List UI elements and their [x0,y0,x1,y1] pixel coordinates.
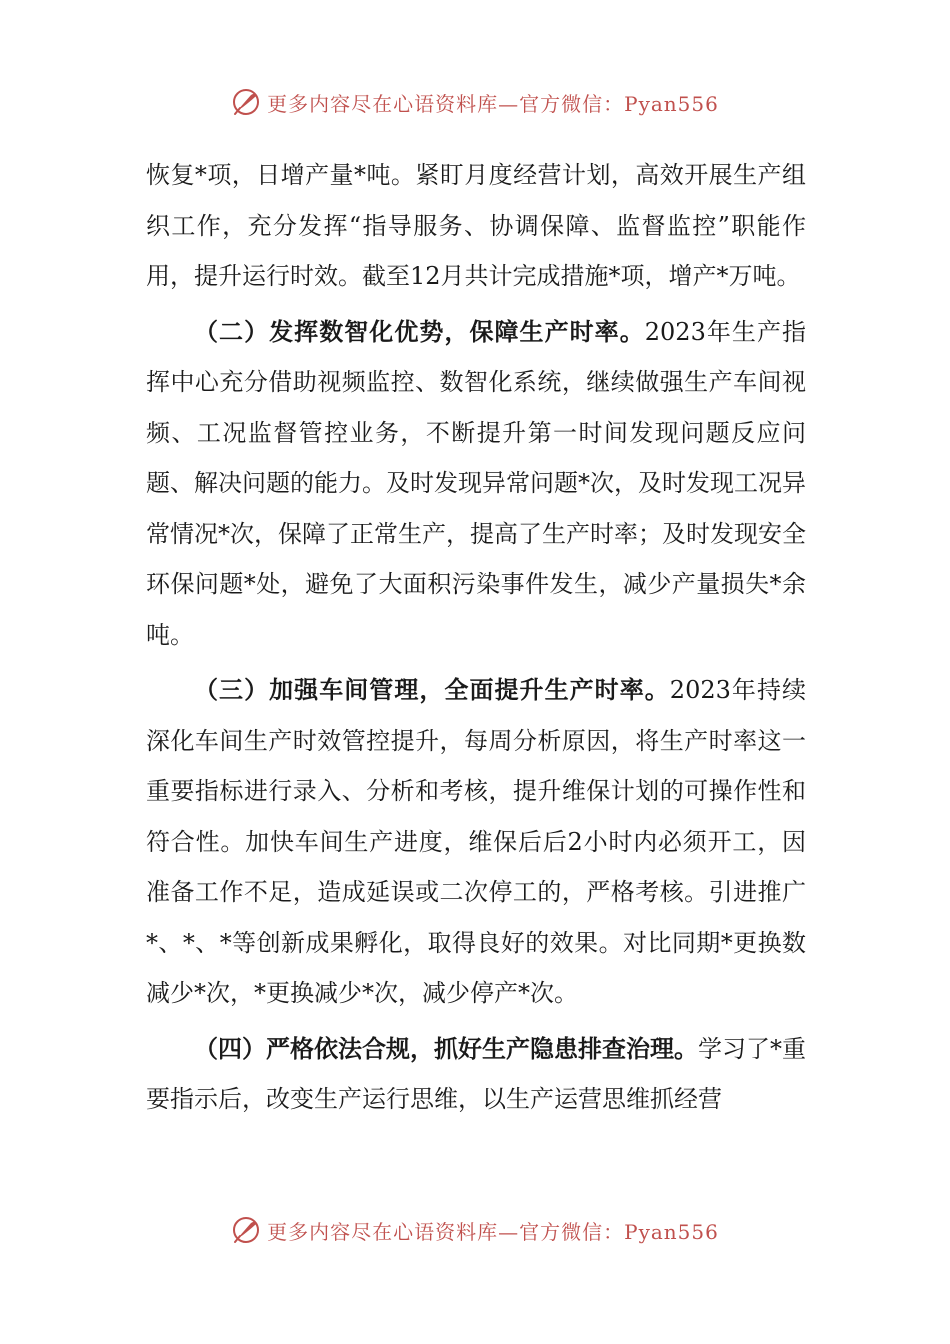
paragraph-continuation [146,150,806,302]
quill-pen-logo [231,87,261,117]
document-body [146,150,806,1125]
paragraph-section-3 [146,665,806,1019]
watermark-footer [0,1210,950,1250]
watermark-text: 更多内容尽在心语资料库—官方微信：Pyan556 [267,91,719,116]
paragraph-body: 恢复*项，日增产量*吨。紧盯月度经营计划，高效开展生产组织工作，充分发挥“指导服务、协调保障、监督监控”职能作用，提升运行时效。截至12月共计完成措施*项，增产*万吨。 [146,161,806,290]
paragraph-section-4 [146,1024,806,1125]
paragraph-body: 2023年持续深化车间生产时效管控提升，每周分析原因，将生产时率这一重要指标进行录入、分析和考核，提升维保计划的可操作性和符合性。加快车间生产进度，维保后后2小时内必须开工，因准备工作不足，造成延误或二次停工的，严格考核。引进推广*、*、*等创新成果孵化，取得良好的效果。对比同期*更换数减少*次，*更换减少*次，减少停产*次。 [146,676,807,1007]
watermark-header [0,82,950,122]
section-heading: （三）加强车间管理，全面提升生产时率。 [194,676,670,704]
paragraph-body: 2023年生产指挥中心充分借助视频监控、数智化系统，继续做强生产车间视频、工况监督管控业务，不断提升第一时间发现问题反应问题、解决问题的能力。及时发现异常问题*次，及时发现工况异常情况*次，保障了正常生产，提高了生产时率；及时发现安全环保问题*处，避免了大面积污染事件发生，减少产量损失*余吨。 [146,317,807,649]
paragraph-section-2 [146,307,806,661]
section-heading: （四）严格依法合规，抓好生产隐患排查治理。 [194,1034,698,1063]
paragraph-body: 学习了*重要指示后，改变生产运行思维，以生产运营思维抓经营 [146,1034,806,1113]
section-heading: （二）发挥数智化优势，保障生产时率。 [194,317,645,346]
watermark-text: 更多内容尽在心语资料库—官方微信：Pyan556 [267,1219,719,1244]
quill-pen-logo [231,1215,261,1245]
